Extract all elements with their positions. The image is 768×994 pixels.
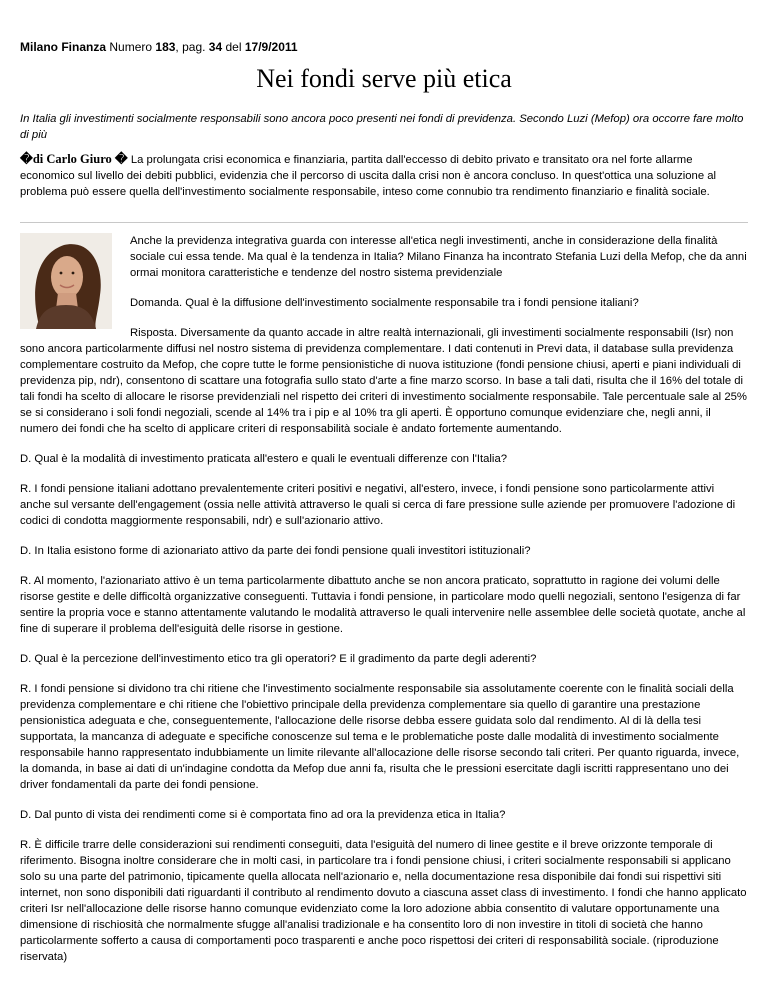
question-paragraph: D. Qual è la percezione dell'investimento etico tra gli operatori? E il gradimento da parte degli aderenti? (20, 653, 537, 665)
numero-label: Numero (109, 40, 153, 54)
question-paragraph: D. Qual è la modalità di investimento praticata all'estero e quali le eventuali differenze con l'Italia? (20, 453, 508, 465)
issue-number: 183 (155, 40, 176, 54)
lead-paragraph: Anche la previdenza integrativa guarda con interesse all'etica negli investimenti, anche in considerazione della finalità sociale cui essa tende. Ma qual è la tendenza in Italia? Milano Finanza ha incontrato Stefania Luzi della Mefop, che da anni ormai monitora caratteristiche e tendenze del nostro sistema previdenziale (130, 235, 747, 279)
portrait-photo (20, 233, 112, 329)
byline: �di Carlo Giuro � (20, 152, 128, 166)
intro-text: La prolungata crisi economica e finanziaria, partita dall'eccesso di debito privato e transitato ora nel forte allarme economico sul livello dei debiti pubblici, evidenzia che il percorso di uscita dalla crisi non è ancora concluso. In quest'ottica una soluzione al problema può essere quella dell'investimento socialmente responsabile, inteso come connubio tra rendimento finanziario e finalità sociale. (20, 154, 717, 198)
photo-face (51, 256, 83, 298)
answer-paragraph: R. Al momento, l'azionariato attivo è un tema particolarmente dibattuto anche se non ancora praticato, soprattutto in ragione dei volumi delle risorse gestite e delle difficoltà organizzative conseguenti. Tuttavia i fondi pensione, in particolare modo quelli negoziali, sentono l'esigenza di far sentire la propria voce e stanno attentamente valutando le modalità attraverso le quali intervenire nelle assemblee delle società quotate, anche al fine di superare il problema dell'esiguità delle risorse in gestione. (20, 575, 746, 635)
article-body (20, 233, 748, 979)
issue-date: 17/9/2011 (244, 40, 298, 54)
photo-eye (60, 272, 63, 275)
masthead (20, 40, 298, 54)
answer-paragraph: R. I fondi pensione italiani adottano prevalentemente criteri positivi e negativi, all'estero, invece, i fondi pensione sono particolarmente attivi anche sul versante dell'engagement (ossia nelle attività attraverso le quali si cerca di fare pressione sulle aziende per promuovere l'adozione di codici di condotta maggiormente responsabili, ndr) e sull'azionario attivo. (20, 483, 736, 527)
publication-name: Milano Finanza (20, 40, 107, 54)
question-paragraph: Domanda. Qual è la diffusione dell'investimento socialmente responsabile tra i fondi pensione italiani? (130, 297, 639, 309)
page-number: 34 (208, 40, 223, 54)
answer-paragraph: Risposta. Diversamente da quanto accade in altre realtà internazionali, gli investimenti socialmente responsabili (Isr) non sono ancora particolarmente diffusi nel nostro sistema di previdenza complementare. I dati contenuti in Previ data, il database sulla previdenza complementare costruito da Mefop, che copre tutte le forme pensionistiche di nuova istituzione (fondi pensione chiusi, aperti e piani individuali di previdenza pip, ndr), consentono di scattare una fotografia sullo stato d'arte a fine marzo scorso. In base a tali dati, risulta che il 16% del totale di tali fondi ha scelto di allocare le risorse previdenziali nel rispetto dei criteri di investimento socialmente responsabile. Tale percentuale sale al 25% se si considerano i soli fondi negoziali, scende al 14% tra i pip e al 10% tra gli aperti. È opportuno comunque evidenziare che, negli anni, il numero dei fondi che ha scelto di applicare criteri di responsabilità sociale è andato fortemente aumentando. (20, 327, 747, 435)
question-paragraph: D. In Italia esistono forme di azionariato attivo da parte dei fondi pensione quali investitori istituzionali? (20, 545, 531, 557)
article-subtitle: In Italia gli investimenti socialmente responsabili sono ancora poco presenti nei fondi di previdenza. Secondo Luzi (Mefop) ora occorre fare molto di più (20, 113, 744, 141)
question-paragraph: D. Dal punto di vista dei rendimenti come si è comportata fino ad ora la previdenza etica in Italia? (20, 809, 506, 821)
del-label: del (225, 40, 242, 54)
answer-paragraph: R. È difficile trarre delle considerazioni sui rendimenti conseguiti, data l'esiguità del numero di linee gestite e il breve orizzonte temporale di riferimento. Bisogna inoltre considerare che in molti casi, in particolare tra i fondi pensione chiusi, i criteri socialmente responsabili si applicano solo su una parte del patrimonio, tipicamente quella allocata nell'azionario e, nella documentazione resa disponibile dai fondi sui rispettivi siti internet, non sono disponibili dati riguardanti il contributo al rendimento dovuto a ciascuna asset class di investimento. I fondi che hanno applicato criteri Isr nell'allocazione delle risorse hanno comunque evidenziato come la loro adozione abbia consentito di valutare opportunamente una dimensione di rischiosità che normalmente sfugge all'analisi tradizionale e ha consentito loro di non investire in titoli di società che hanno particolarmente sofferto a causa di comportamenti poco trasparenti e anche poco rispettosi dei criteri di responsabilità sociale. (riproduzione riservata) (20, 839, 747, 963)
article-title: Nei fondi serve più etica (256, 64, 512, 93)
answer-paragraph: R. I fondi pensione si dividono tra chi ritiene che l'investimento socialmente responsabile sia assolutamente coerente con le finalità sociali della previdenza complementare e chi ritiene che l'obiettivo principale della previdenza complementare sia quello di garantire una prestazione pensionistica adeguata e che, conseguentemente, l'allocazione delle risorse debba essere guidata solo dal rendimento. Al di là della tesi supportata, la mancanza di adeguate e specifiche conoscenze sul tema e le problematiche poste dalle modalità di investimento socialmente responsabile hanno rappresentato indubbiamente un limite rilevante all'allocazione delle risorse secondo tali criteri. Per quanto riguarda, invece, la domanda, in base ai dati di un'indagine condotta da Mefop due anni fa, risulta che le pressioni esercitate dagli iscritti rappresentano uno dei driver fondamentali da parte dei fondi pensione. (20, 683, 740, 791)
page-label: , pag. (175, 40, 206, 54)
intro-paragraph (20, 151, 748, 200)
divider (20, 222, 748, 223)
photo-eye (72, 272, 75, 275)
